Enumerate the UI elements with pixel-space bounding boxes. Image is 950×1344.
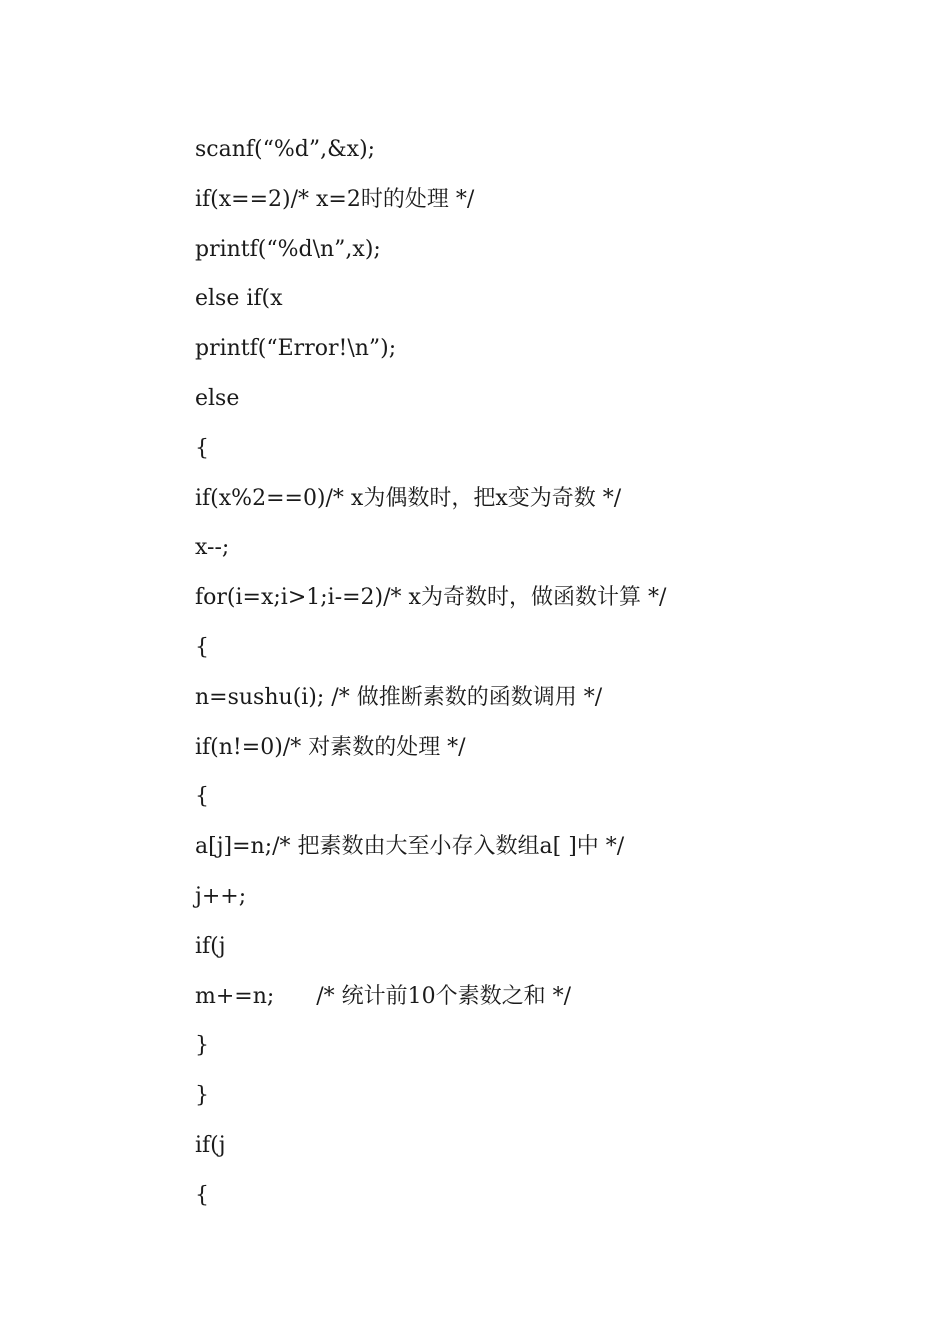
- code-line: }: [195, 1033, 209, 1059]
- code-line: x--;: [195, 535, 230, 561]
- code-line: printf(“%d\n”,x);: [195, 236, 381, 262]
- code-line: if(n!=0)/* 对素数的处理 */: [195, 734, 466, 760]
- code-line: if(x%2==0)/* x为偶数时，把x变为奇数 */: [195, 485, 622, 511]
- code-line: scanf(“%d”,&x);: [195, 137, 376, 162]
- code-line: if(j: [195, 933, 226, 959]
- code-line: j++;: [195, 883, 247, 909]
- code-line: for(i=x;i>1;i-=2)/* x为奇数时，做函数计算 */: [195, 585, 667, 611]
- code-listing: [195, 130, 895, 1226]
- code-line: printf(“Error!\n”);: [195, 336, 397, 362]
- code-line: if(j: [195, 1132, 226, 1158]
- code-line: m+=n; /* 统计前10个素数之和 */: [195, 983, 572, 1009]
- code-line: a[j]=n;/* 把素数由大至小存入数组a[ ]中 */: [195, 834, 625, 860]
- code-line: {: [195, 435, 209, 461]
- code-line: }: [195, 1083, 209, 1109]
- code-line: if(x==2)/* x=2时的处理 */: [195, 186, 475, 212]
- code-line: else: [195, 385, 240, 411]
- code-line: {: [195, 1182, 209, 1208]
- code-line: {: [195, 634, 209, 660]
- code-line: else if(x: [195, 286, 283, 312]
- code-line: {: [195, 784, 209, 810]
- code-line: n=sushu(i); /* 做推断素数的函数调用 */: [195, 684, 603, 710]
